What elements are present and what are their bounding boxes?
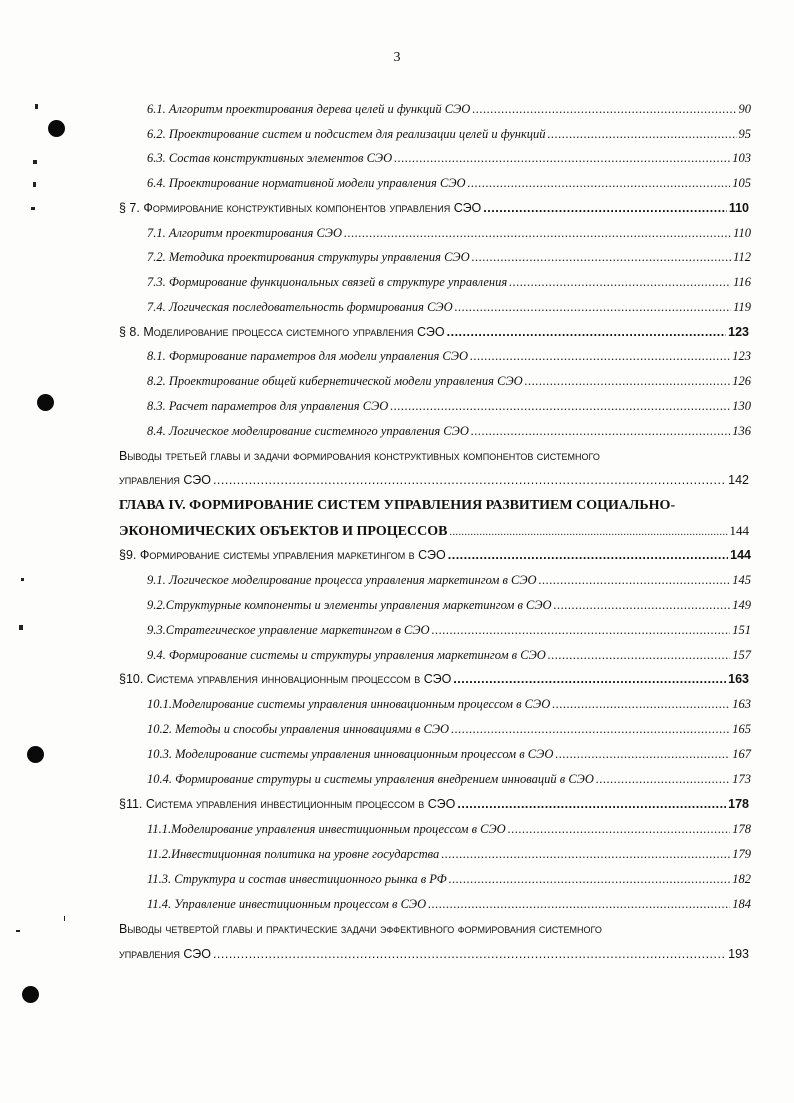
dot-leader <box>213 470 726 490</box>
dot-leader <box>441 844 730 864</box>
toc-entry <box>147 819 751 839</box>
toc-entry-page: 123 <box>732 349 751 363</box>
toc-section-title: §11. Система управления инвестиционным процессом в СЭО <box>119 797 456 811</box>
toc-entry <box>147 148 751 168</box>
toc-section <box>119 198 749 218</box>
toc-entry <box>147 844 751 864</box>
toc-chapter-line1: ГЛАВА IV. ФОРМИРОВАНИЕ СИСТЕМ УПРАВЛЕНИЯ РАЗВИТИЕМ СОЦИАЛЬНО- <box>119 498 676 513</box>
toc-entry-title: 10.4. Формирование струтуры и системы управления внедрением инноваций в СЭО <box>147 772 594 786</box>
toc-section-page: 144 <box>730 548 751 562</box>
dot-leader <box>428 894 730 914</box>
toc-entry <box>147 223 751 243</box>
toc-entry-title: 6.1. Алгоритм проектирования дерева целей и функций СЭО <box>147 102 471 116</box>
toc-entry-title: 8.4. Логическое моделирование системного управления СЭО <box>147 424 469 438</box>
toc-entry <box>147 124 751 144</box>
toc-conclusion <box>119 944 749 964</box>
toc-entry-title: 7.2. Методика проектирования структуры управления СЭО <box>147 250 470 264</box>
toc-conclusion-page: 142 <box>728 473 749 487</box>
toc-chapter-line2: ЭКОНОМИЧЕСКИХ ОБЪЕКТОВ И ПРОЦЕССОВ <box>119 524 448 539</box>
toc-entry <box>147 744 751 764</box>
toc-entry-page: 167 <box>732 747 751 761</box>
toc-entry-title: 10.1.Моделирование системы управления инновационным процессом в СЭО <box>147 697 551 711</box>
toc-entry-page: 163 <box>732 697 751 711</box>
dot-leader <box>552 694 730 714</box>
dot-leader <box>472 99 736 119</box>
dot-leader <box>471 421 730 441</box>
toc-entry <box>147 421 751 441</box>
toc-entry-page: 179 <box>732 847 751 861</box>
toc-entry-page: 136 <box>732 424 751 438</box>
dot-leader <box>432 620 731 640</box>
toc-section-title: §10. Система управления инновационным процессом в СЭО <box>119 672 452 686</box>
dot-leader <box>509 272 731 292</box>
toc-entry <box>147 719 751 739</box>
page-number: 3 <box>393 50 401 65</box>
dot-leader <box>448 545 728 565</box>
toc-entry <box>147 570 751 590</box>
dot-leader <box>213 944 726 964</box>
dot-leader <box>548 645 730 665</box>
dot-leader <box>555 744 730 764</box>
toc-entry <box>147 371 751 391</box>
toc-entry <box>147 595 751 615</box>
dot-leader <box>508 819 731 839</box>
toc-entry-page: 95 <box>738 127 751 141</box>
toc-entry-title: 6.3. Состав конструктивных элементов СЭО <box>147 151 393 165</box>
toc-entry <box>147 272 751 292</box>
toc-entry <box>147 694 751 714</box>
toc-entry-page: 165 <box>732 722 751 736</box>
toc-chapter-page: 144 <box>729 523 749 538</box>
toc-entry-page: 103 <box>732 151 751 165</box>
toc-entry <box>147 769 751 789</box>
toc-entry-title: 7.4. Логическая последовательность формирования СЭО <box>147 300 453 314</box>
toc-conclusion-line1: Выводы четвертой главы и практические задачи эффективного формирования системного <box>119 922 602 936</box>
dot-leader <box>470 346 730 366</box>
dot-leader <box>548 124 737 144</box>
toc-section-page: 178 <box>728 797 749 811</box>
dot-leader <box>449 523 727 543</box>
toc-entry-title: 9.2.Структурные компоненты и элементы управления маркетингом в СЭО <box>147 598 552 612</box>
toc-conclusion-line2: управления СЭО <box>119 473 211 487</box>
toc-conclusion-line1: Выводы третьей главы и задачи формирования конструктивных компонентов системного <box>119 449 600 463</box>
toc-entry-title: 9.1. Логическое моделирование процесса управления маркетингом в СЭО <box>147 573 537 587</box>
toc-entry-title: 7.3. Формирование функциональных связей в структуре управления <box>147 275 508 289</box>
toc-section-title: §9. Формирование системы управления маркетингом в СЭО <box>119 548 446 562</box>
toc-entry-title: 10.2. Методы и способы управления инновациями в СЭО <box>147 722 450 736</box>
dot-leader <box>447 322 727 342</box>
toc-section <box>119 322 749 342</box>
dot-leader <box>453 669 726 689</box>
toc-entry-title: 7.1. Алгоритм проектирования СЭО <box>147 226 343 240</box>
toc-section <box>119 545 751 565</box>
dot-leader <box>596 769 730 789</box>
toc-entry <box>147 894 751 914</box>
toc-entry-title: 8.1. Формирование параметров для модели управления СЭО <box>147 349 468 363</box>
toc-entry-title: 6.4. Проектирование нормативной модели управления СЭО <box>147 176 466 190</box>
toc-chapter <box>119 521 749 541</box>
toc-section-page: 110 <box>728 201 749 215</box>
toc-entry <box>147 173 751 193</box>
toc-entry <box>147 346 751 366</box>
toc-entry-page: 151 <box>732 623 751 637</box>
toc-section-page: 123 <box>728 325 749 339</box>
toc-entry-title: 11.1.Моделирование управления инвестиционным процессом в СЭО <box>147 822 506 836</box>
toc-entry-title: 6.2. Проектирование систем и подсистем для реализации целей и функций <box>147 127 546 141</box>
toc-entry <box>147 396 751 416</box>
toc-entry-page: 149 <box>732 598 751 612</box>
toc-entry-page: 157 <box>732 648 751 662</box>
dot-leader <box>451 719 730 739</box>
toc-conclusion-line2: управления СЭО <box>119 947 211 961</box>
dot-leader <box>525 371 731 391</box>
toc-entry <box>147 247 751 267</box>
toc-entry-page: 130 <box>732 399 751 413</box>
toc-entry-page: 182 <box>732 872 751 886</box>
toc-entry-page: 173 <box>732 772 751 786</box>
toc-section-page: 163 <box>728 672 749 686</box>
dot-leader <box>449 869 731 889</box>
toc-section-title: § 7. Формирование конструктивных компонентов управления СЭО <box>119 201 482 215</box>
toc-entry-page: 145 <box>732 573 751 587</box>
dot-leader <box>455 297 732 317</box>
toc-entry-title: 11.3. Структура и состав инвестиционного рынка в РФ <box>147 872 447 886</box>
toc-entry-title: 8.2. Проектирование общей кибернетической модели управления СЭО <box>147 374 523 388</box>
toc-conclusion-page: 193 <box>728 947 749 961</box>
toc-entry-title: 11.4. Управление инвестиционным процессом в СЭО <box>147 897 427 911</box>
toc-entry-title: 8.3. Расчет параметров для управления СЭО <box>147 399 389 413</box>
dot-leader <box>344 223 731 243</box>
toc-entry-page: 126 <box>732 374 751 388</box>
toc-entry-title: 9.3.Стратегическое управление маркетингом в СЭО <box>147 623 430 637</box>
toc-entry-page: 116 <box>733 275 751 289</box>
toc-entry-page: 90 <box>738 102 751 116</box>
toc-entry <box>147 869 751 889</box>
dot-leader <box>554 595 731 615</box>
toc-entry <box>147 620 751 640</box>
toc-entry <box>147 645 751 665</box>
dot-leader <box>394 148 730 168</box>
toc-entry-title: 9.4. Формирование системы и структуры управления маркетингом в СЭО <box>147 648 546 662</box>
toc-section <box>119 669 749 689</box>
toc-entry-page: 110 <box>733 226 751 240</box>
toc-section-title: § 8. Моделирование процесса системного управления СЭО <box>119 325 445 339</box>
dot-leader <box>390 396 730 416</box>
toc-entry-title: 11.2.Инвестиционная политика на уровне государства <box>147 847 440 861</box>
toc-entry-page: 184 <box>732 897 751 911</box>
toc-entry-page: 178 <box>732 822 751 836</box>
dot-leader <box>457 794 726 814</box>
toc-conclusion <box>119 470 749 490</box>
toc-entry-title: 10.3. Моделирование системы управления инновационным процессом в СЭО <box>147 747 554 761</box>
toc-entry-page: 105 <box>732 176 751 190</box>
dot-leader <box>472 247 732 267</box>
toc-entry-page: 119 <box>733 300 751 314</box>
dot-leader <box>539 570 731 590</box>
toc-section <box>119 794 749 814</box>
dot-leader <box>483 198 727 218</box>
toc-entry-page: 112 <box>733 250 751 264</box>
toc-entry <box>147 99 751 119</box>
toc-entry <box>147 297 751 317</box>
dot-leader <box>468 173 731 193</box>
